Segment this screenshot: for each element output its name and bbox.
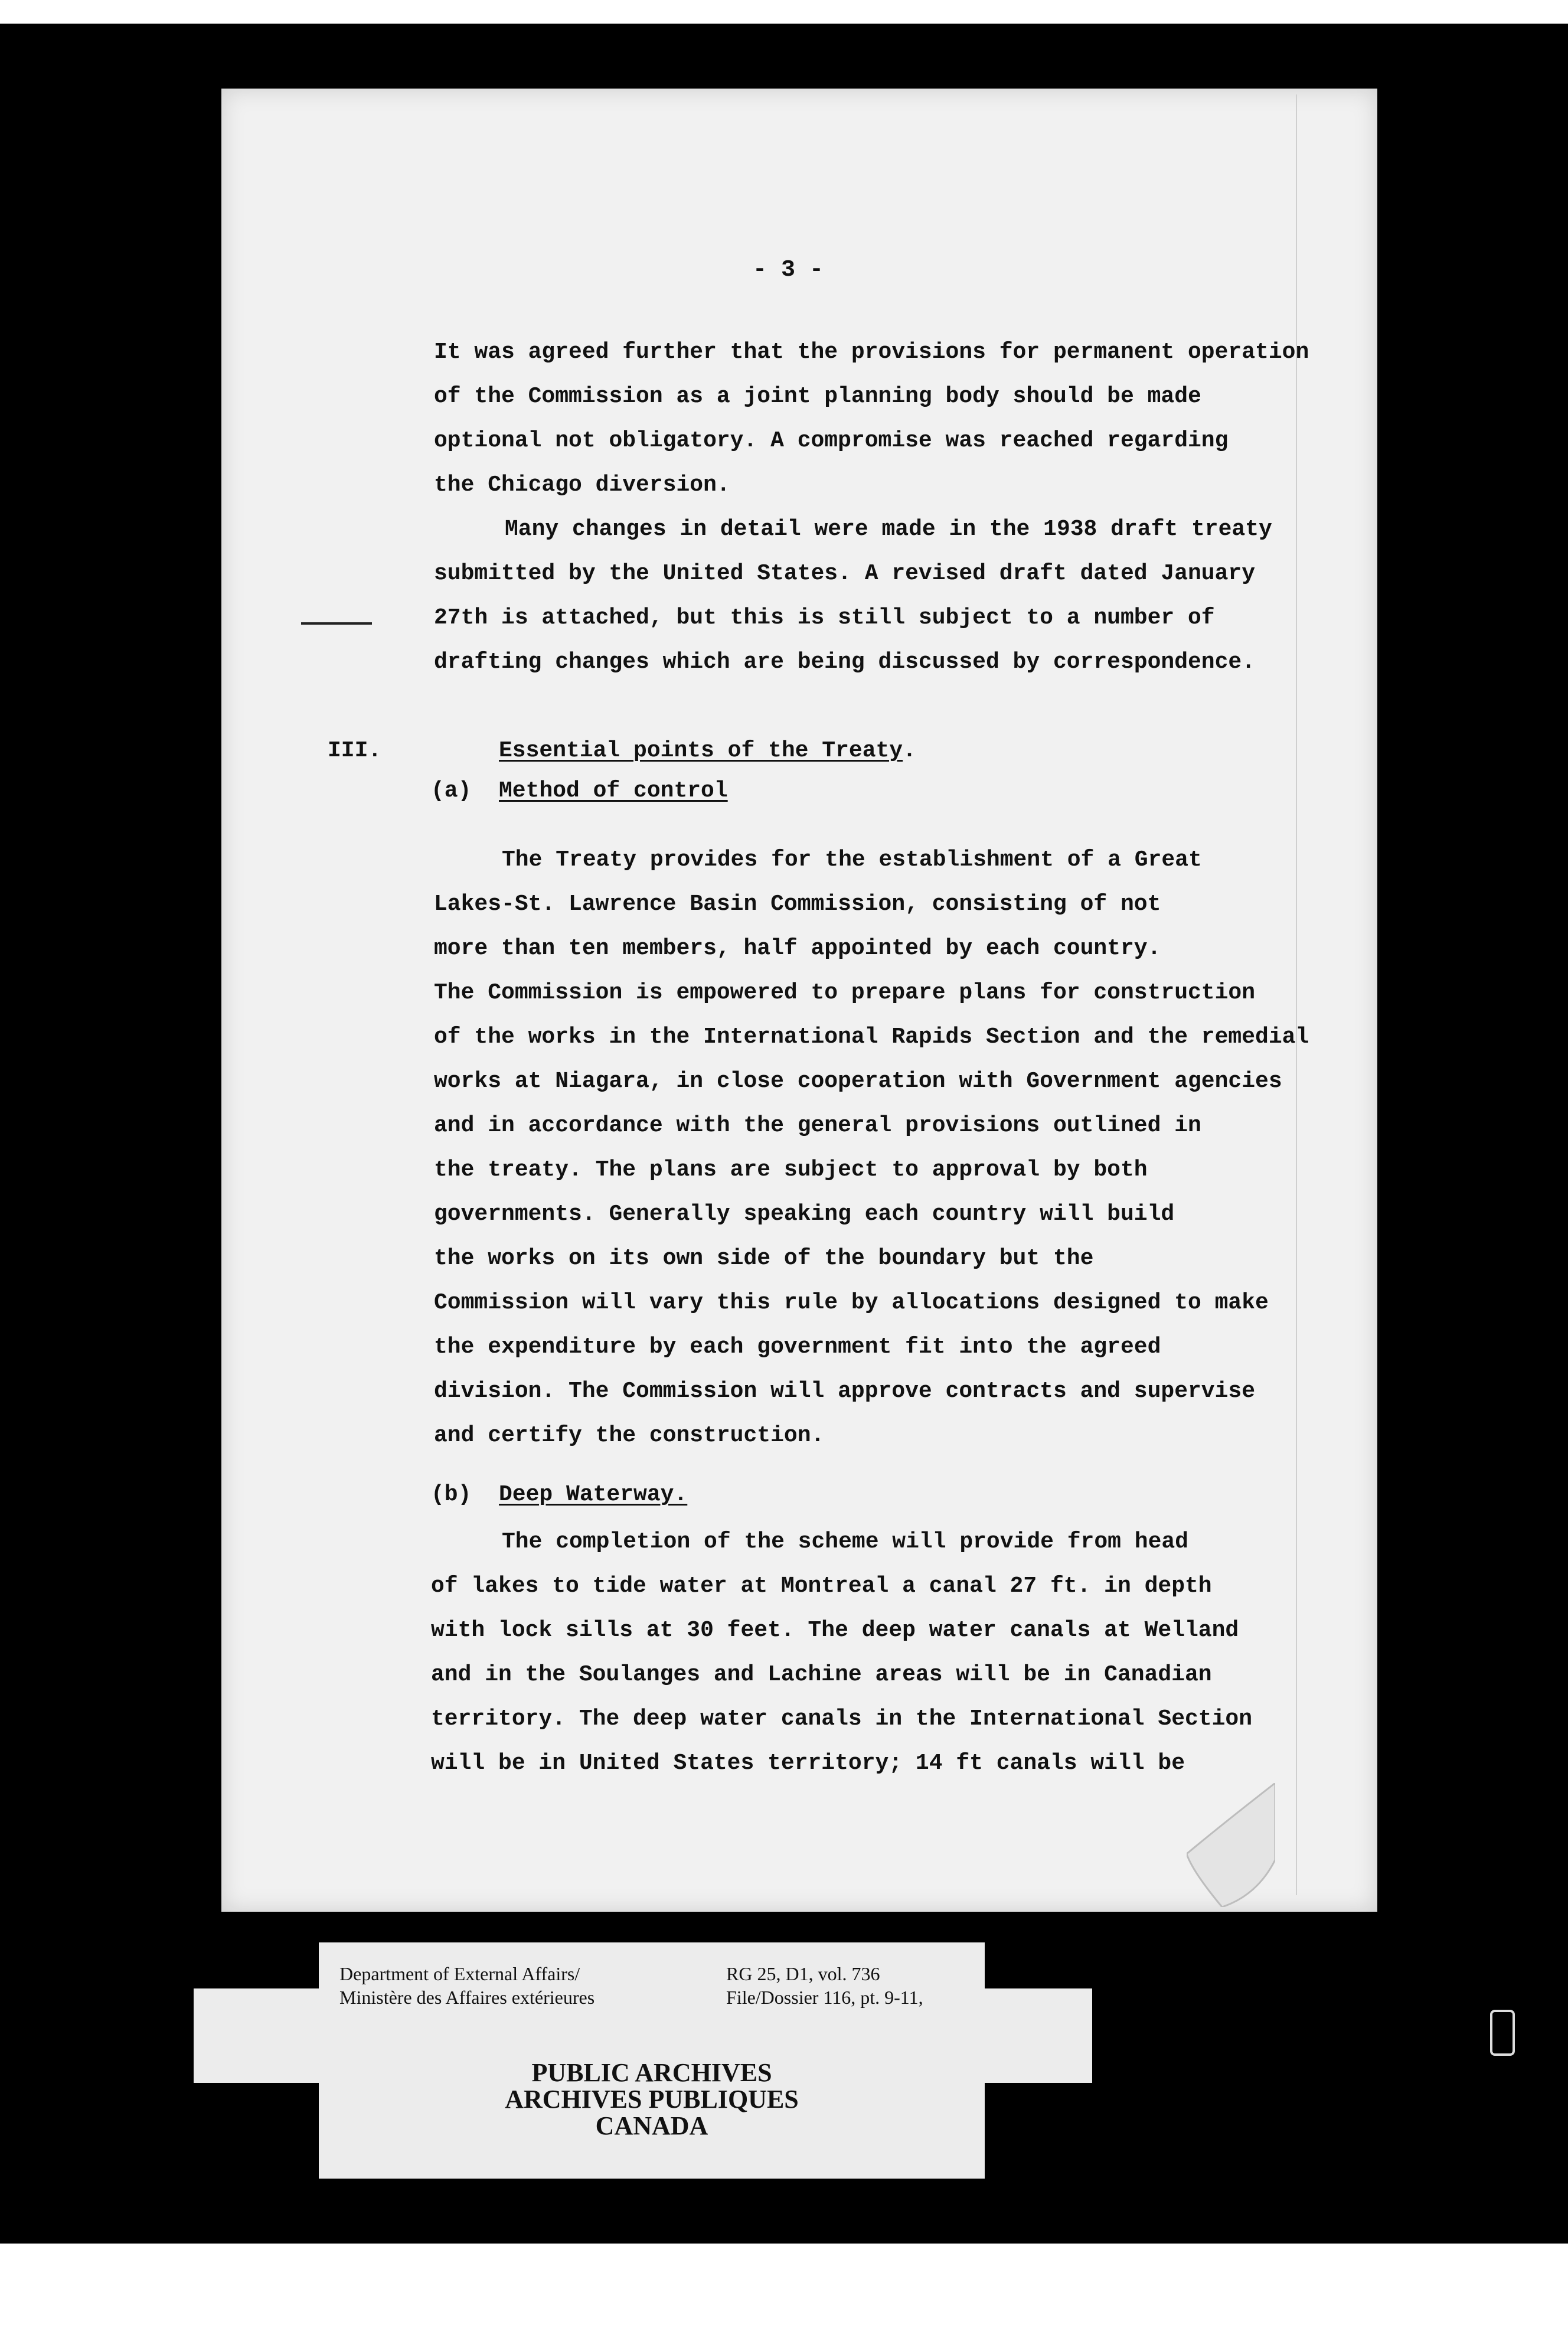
paragraph-3-line: and certify the construction. (434, 1423, 825, 1448)
paragraph-4-line: and in the Soulanges and Lachine areas will be in Canadian (431, 1662, 1212, 1687)
margin-line-mark (301, 622, 372, 625)
frame-marker-icon (1490, 2010, 1515, 2056)
paragraph-3-line: the expenditure by each government fit into the agreed (434, 1334, 1161, 1360)
paragraph-4-line: will be in United States territory; 14 ft canals will be (431, 1751, 1185, 1776)
paragraph-3-line: division. The Commission will approve contracts and supervise (434, 1379, 1256, 1404)
archives-title-line: ARCHIVES PUBLIQUES (505, 2085, 799, 2114)
paragraph-3-line: the works on its own side of the boundary but the (434, 1246, 1094, 1271)
paragraph-2-line: 27th is attached, but this is still subject to a number of (434, 605, 1215, 631)
paragraph-2-line: submitted by the United States. A revised draft dated January (434, 561, 1256, 586)
paragraph-4-line: territory. The deep water canals in the International Section (431, 1706, 1253, 1732)
paragraph-3-line: Commission will vary this rule by allocations designed to make (434, 1290, 1269, 1315)
page-corner-curl (1187, 1783, 1275, 1907)
paragraph-1-line: It was agreed further that the provisions for permanent operation (434, 339, 1309, 365)
paragraph-3-line: of the works in the International Rapids Section and the remedial (434, 1024, 1309, 1050)
paragraph-1-line: of the Commission as a joint planning body should be made (434, 384, 1201, 409)
paragraph-1-line: the Chicago diversion. (434, 472, 730, 498)
department-line: Department of External Affairs/ (339, 1963, 580, 1984)
section-number: III. (328, 738, 382, 763)
paragraph-3-line: the treaty. The plans are subject to approval by both (434, 1157, 1148, 1183)
reference-line: File/Dossier 116, pt. 9-11, (726, 1987, 923, 2008)
paragraph-3-line: governments. Generally speaking each country will build (434, 1201, 1175, 1227)
archives-title-line: PUBLIC ARCHIVES (531, 2058, 772, 2087)
page-number: - 3 - (753, 257, 824, 283)
subsection-b-title: Deep Waterway. (499, 1482, 688, 1507)
paragraph-2-line: drafting changes which are being discussed by correspondence. (434, 649, 1256, 675)
paragraph-3-line: The Treaty provides for the establishment of a Great (502, 847, 1202, 873)
paragraph-4-line: of lakes to tide water at Montreal a canal 27 ft. in depth (431, 1573, 1212, 1599)
archives-title-line: CANADA (595, 2111, 708, 2140)
department-line: Ministère des Affaires extérieures (339, 1987, 595, 2008)
paragraph-4-line: The completion of the scheme will provide from head (502, 1529, 1188, 1555)
reference-line: RG 25, D1, vol. 736 (726, 1963, 880, 1984)
paragraph-3-line: and in accordance with the general provisions outlined in (434, 1113, 1201, 1138)
paragraph-4-line: with lock sills at 30 feet. The deep water canals at Welland (431, 1618, 1239, 1643)
paragraph-3-line: The Commission is empowered to prepare plans for construction (434, 980, 1256, 1005)
section-title-period: . (903, 738, 916, 763)
paragraph-3-line: works at Niagara, in close cooperation with Government agencies (434, 1069, 1282, 1094)
subsection-a-title: Method of control (499, 778, 728, 804)
section-heading (499, 738, 916, 763)
paragraph-3-line: more than ten members, half appointed by each country. (434, 936, 1161, 961)
paragraph-1-line: optional not obligatory. A compromise was reached regarding (434, 428, 1229, 453)
subsection-a-label: (a) (431, 778, 472, 804)
paragraph-2-line: Many changes in detail were made in the 1938 draft treaty (505, 517, 1272, 542)
subsection-b-label: (b) (431, 1482, 472, 1507)
section-title: Essential points of the Treaty (499, 738, 903, 763)
paragraph-3-line: Lakes-St. Lawrence Basin Commission, consisting of not (434, 892, 1161, 917)
